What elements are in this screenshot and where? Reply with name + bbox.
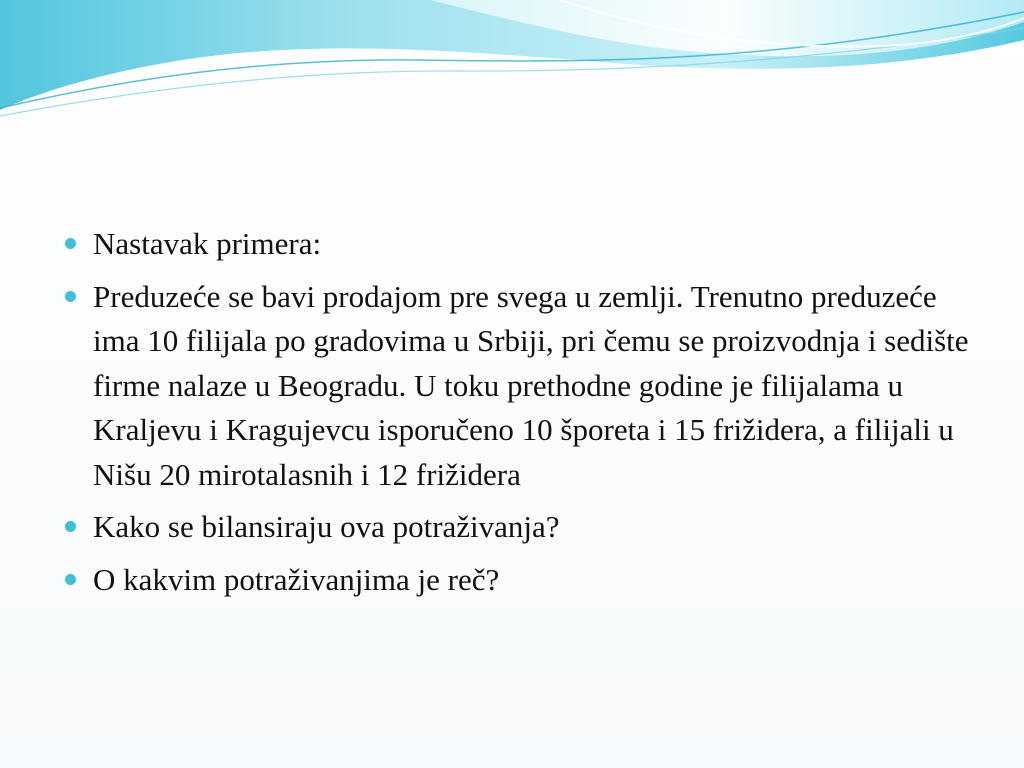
bullet-dot-icon	[65, 521, 76, 532]
header-wave-decoration	[0, 0, 1024, 130]
bullet-text: O kakvim potraživanjima je reč?	[93, 561, 500, 597]
bullet-dot-icon	[65, 291, 76, 302]
bullet-item-question-2	[62, 558, 972, 603]
bullet-list	[62, 222, 972, 610]
bullet-item-intro	[62, 222, 972, 267]
bullet-item-description	[62, 275, 972, 498]
bullet-text: Nastavak primera:	[93, 226, 322, 261]
bullet-item-question-1	[62, 505, 972, 550]
bullet-text: Preduzeće se bavi prodajom pre svega u zemlji. Trenutno preduzeće ima 10 filijala po gradovima u Srbiji, pri čemu se proizvodnja i sedište firme nalaze u Beogradu. U toku prethodne godine je filijalama u Kraljevu i Kragujevcu isporučeno 10 šporeta i 15 frižidera, a filijali u Nišu 20 mirotalasnih i 12 frižidera	[93, 278, 969, 492]
bullet-text: Kako se bilansiraju ova potraživanja?	[93, 509, 560, 544]
bullet-dot-icon	[65, 238, 76, 249]
bullet-dot-icon	[65, 574, 76, 585]
